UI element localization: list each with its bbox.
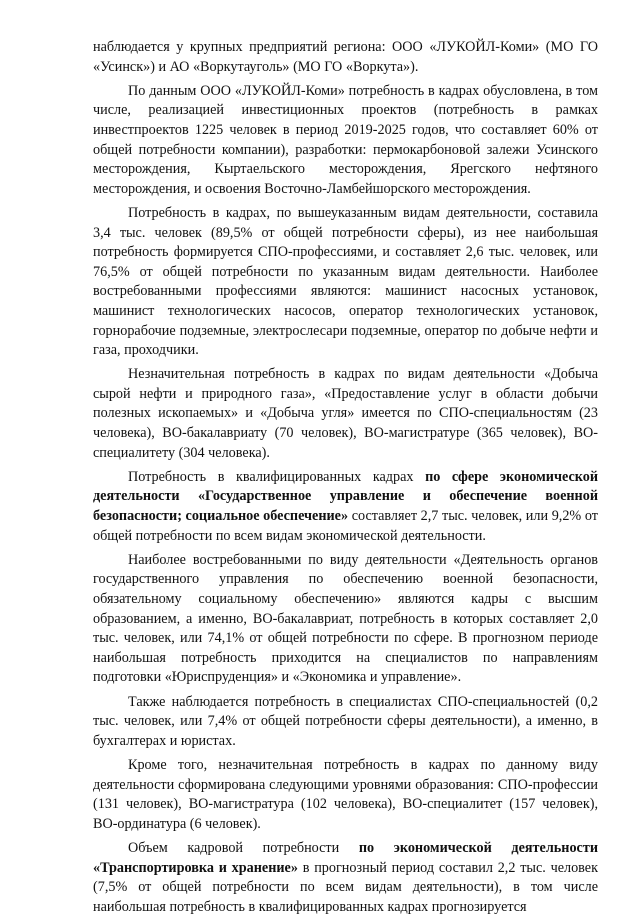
text-run: Объем кадровой потребности: [128, 839, 359, 856]
text-run: По данным ООО «ЛУКОЙЛ-Коми» потребность в кадрах обусловлена, в том числе, реализацией инвестиционных проектов (потребность в рамках инвестпроектов 1225 человек в период 2019-2025 годов, что составляет 60% от общей потребности компании), разработки: пермокарбоновой залежи Усинского месторождения, Кыртаельского месторождения, Ярегского нефтяного месторождения, и освоения Восточно-Ламбейшорского месторождения.: [93, 82, 598, 197]
paragraph: [93, 693, 598, 752]
document-page: [93, 38, 598, 922]
paragraph: [93, 365, 598, 463]
text-run: Потребность в кадрах, по вышеуказанным видам деятельности, составила 3,4 тыс. человек (89,5% от общей потребности сферы), из нее наибольшая потребность формируется СПО-профессиями, и составляет 2,6 тыс. человек, или 76,5% от общей потребности по указанным видам деятельности. Наиболее востребованными профессиями являются: машинист насосных установок, машинист технологических насосов, оператор технологических установок, горнорабочие подземные, электрослесари подземные, оператор по добыче нефти и газа, проходчики.: [93, 204, 598, 359]
text-run: Незначительная потребность в кадрах по видам деятельности «Добыча сырой нефти и природного газа», «Предоставление услуг в области добычи полезных ископаемых» и «Добыча угля» имеется по СПО-специальностям (23 человека), ВО-бакалавриату (70 человек), ВО-магистратуре (365 человек), ВО-специалитету (304 человека).: [93, 366, 598, 461]
paragraph: [93, 38, 598, 77]
paragraph: [93, 82, 598, 200]
text-run: Потребность в квалифицированных кадрах: [128, 468, 426, 485]
text-run: составляет 2,7 тыс. человек, или 9,2% от общей потребности по всем видам экономической деятельности.: [93, 508, 598, 544]
paragraph: [93, 468, 598, 546]
bold-text-run: по экономической деятельности «Транспортировка и хранение»: [93, 839, 598, 876]
bold-text-run: по сфере экономической деятельности «Государственное управление и обеспечение военной безопасности; социальное обеспечение»: [93, 468, 598, 525]
text-run: наблюдается у крупных предприятий региона: ООО «ЛУКОЙЛ-Коми» (МО ГО «Усинск») и АО «Воркутауголь» (МО ГО «Воркута»).: [93, 39, 598, 75]
paragraph: [93, 551, 598, 688]
text-run: Также наблюдается потребность в специалистах СПО-специальностей (0,2 тыс. человек, или 7,4% от общей потребности сферы деятельности), а именно, в бухгалтерах и юристах.: [93, 693, 598, 749]
paragraph: [93, 756, 598, 834]
text-run: Кроме того, незначительная потребность в кадрах по данному виду деятельности сформирована следующими уровнями образования: СПО-профессии (131 человек), ВО-магистратура (102 человека), ВО-специалитет (157 человек), ВО-ординатура (6 человек).: [93, 756, 598, 832]
paragraph: [93, 204, 598, 361]
text-run: Наиболее востребованными по виду деятельности «Деятельность органов государственного управления по обеспечению военной безопасности, обязательному социальному обеспечению» являются кадры с высшим образованием, а именно, ВО-бакалавриат, потребность в которых составляет 2,0 тыс. человек, или 74,1% от общей потребности по сфере. В прогнозном периоде наибольшая потребность приходится на специалистов по направлениям подготовки «Юриспруденция» и «Экономика и управление».: [93, 551, 598, 686]
paragraph: [93, 839, 598, 917]
text-run: в прогнозный период составил 2,2 тыс. человек (7,5% от общей потребности по всем видам деятельности), в том числе наибольшая потребность в квалифицированных кадрах прогнозируется: [93, 859, 598, 915]
